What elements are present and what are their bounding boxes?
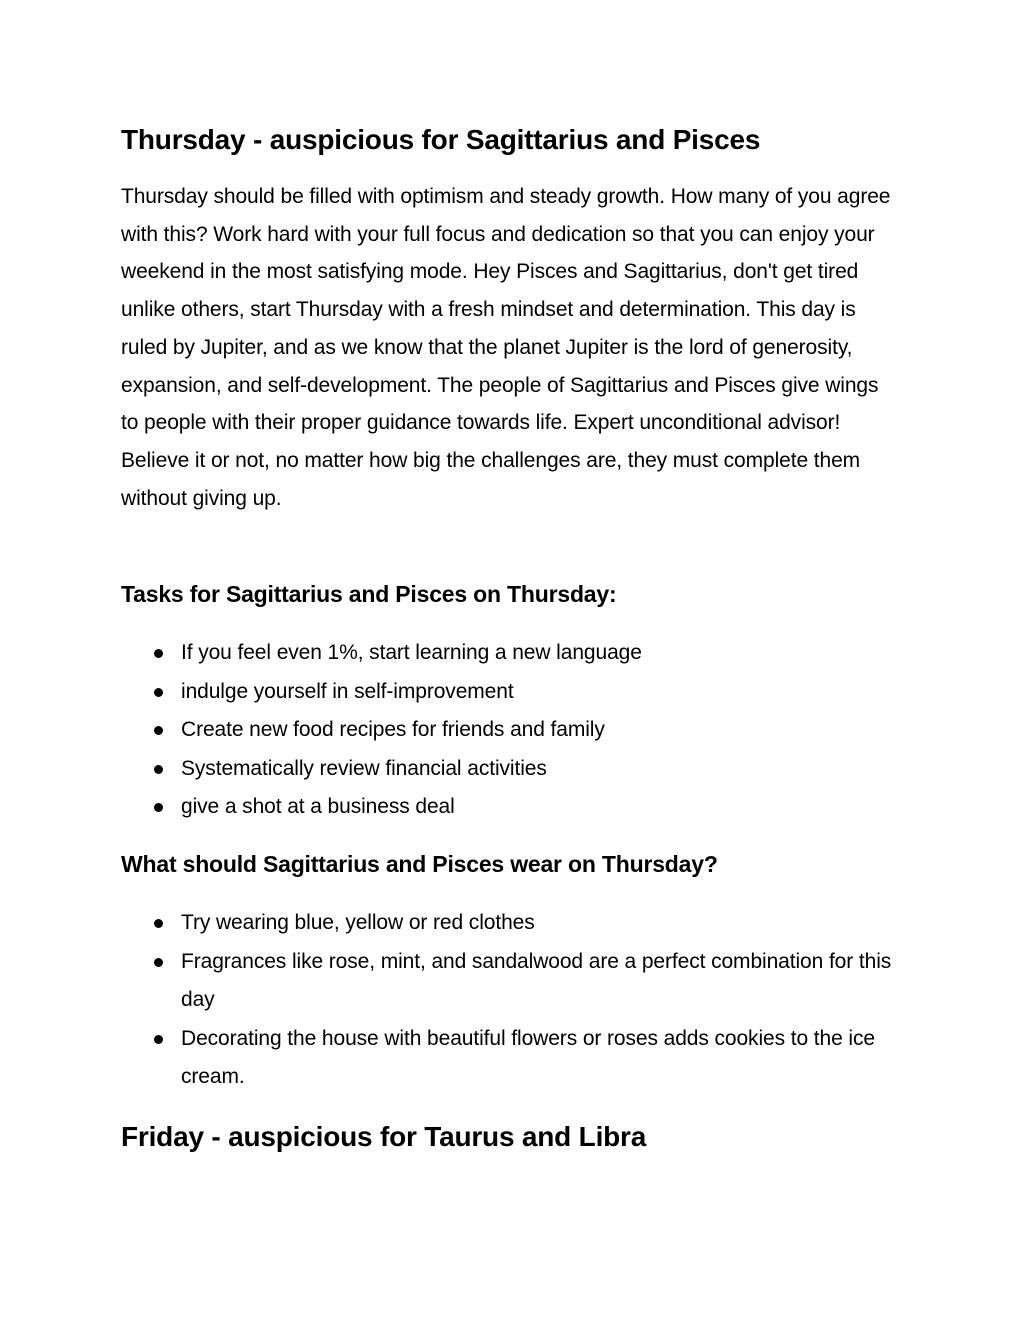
list-item-text: Fragrances like rose, mint, and sandalwood are a perfect combination for this day (181, 949, 892, 1011)
thursday-title: Thursday - auspicious for Sagittarius and Pisces (121, 124, 761, 155)
bullet-icon (154, 765, 163, 774)
bullet-icon (154, 803, 163, 812)
list-item-text: Decorating the house with beautiful flowers or roses adds cookies to the ice cream. (181, 1026, 875, 1088)
list-item-text: Try wearing blue, yellow or red clothes (181, 911, 535, 934)
bullet-icon (154, 688, 163, 697)
list-item-text: Create new food recipes for friends and family (181, 718, 605, 741)
bullet-icon (154, 919, 163, 928)
bullet-icon (154, 958, 163, 967)
list-item (121, 750, 896, 789)
list-item (121, 711, 896, 750)
list-item-text: indulge yourself in self-improvement (181, 679, 514, 703)
bullet-icon (154, 649, 163, 658)
wear-heading: What should Sagittarius and Pisces wear on Thursday? (121, 851, 718, 877)
list-item (121, 1020, 896, 1097)
list-item-text: If you feel even 1%, start learning a new language (181, 641, 642, 664)
list-item-text: give a shot at a business deal (181, 795, 455, 818)
list-item (121, 904, 896, 943)
friday-title: Friday - auspicious for Taurus and Libra (121, 1121, 647, 1152)
list-item-text: Systematically review financial activities (181, 756, 547, 780)
list-item (121, 943, 896, 1020)
bullet-icon (154, 726, 163, 735)
list-item (121, 634, 896, 673)
thursday-paragraph: Thursday should be filled with optimism and steady growth. How many of you agree with this? Work hard with your full focus and dedication so that you can enjoy your weekend in the most satisfying mode. Hey Pisces and Sagittarius, don't get tired unlike others, start Thursday with a fresh mindset and determination. This day is ruled by Jupiter, and as we know that the planet Jupiter is the lord of generosity, expansion, and self-development. The people of Sagittarius and Pisces give wings to people with their proper guidance towards life. Expert unconditional advisor! Believe it or not, no matter how big the challenges are, they must complete them without giving up. (121, 185, 891, 510)
tasks-heading: Tasks for Sagittarius and Pisces on Thursday: (121, 581, 617, 607)
tasks-list (121, 634, 896, 827)
list-item (121, 673, 896, 712)
bullet-icon (154, 1035, 163, 1044)
wear-list (121, 904, 896, 1097)
list-item (121, 788, 896, 827)
